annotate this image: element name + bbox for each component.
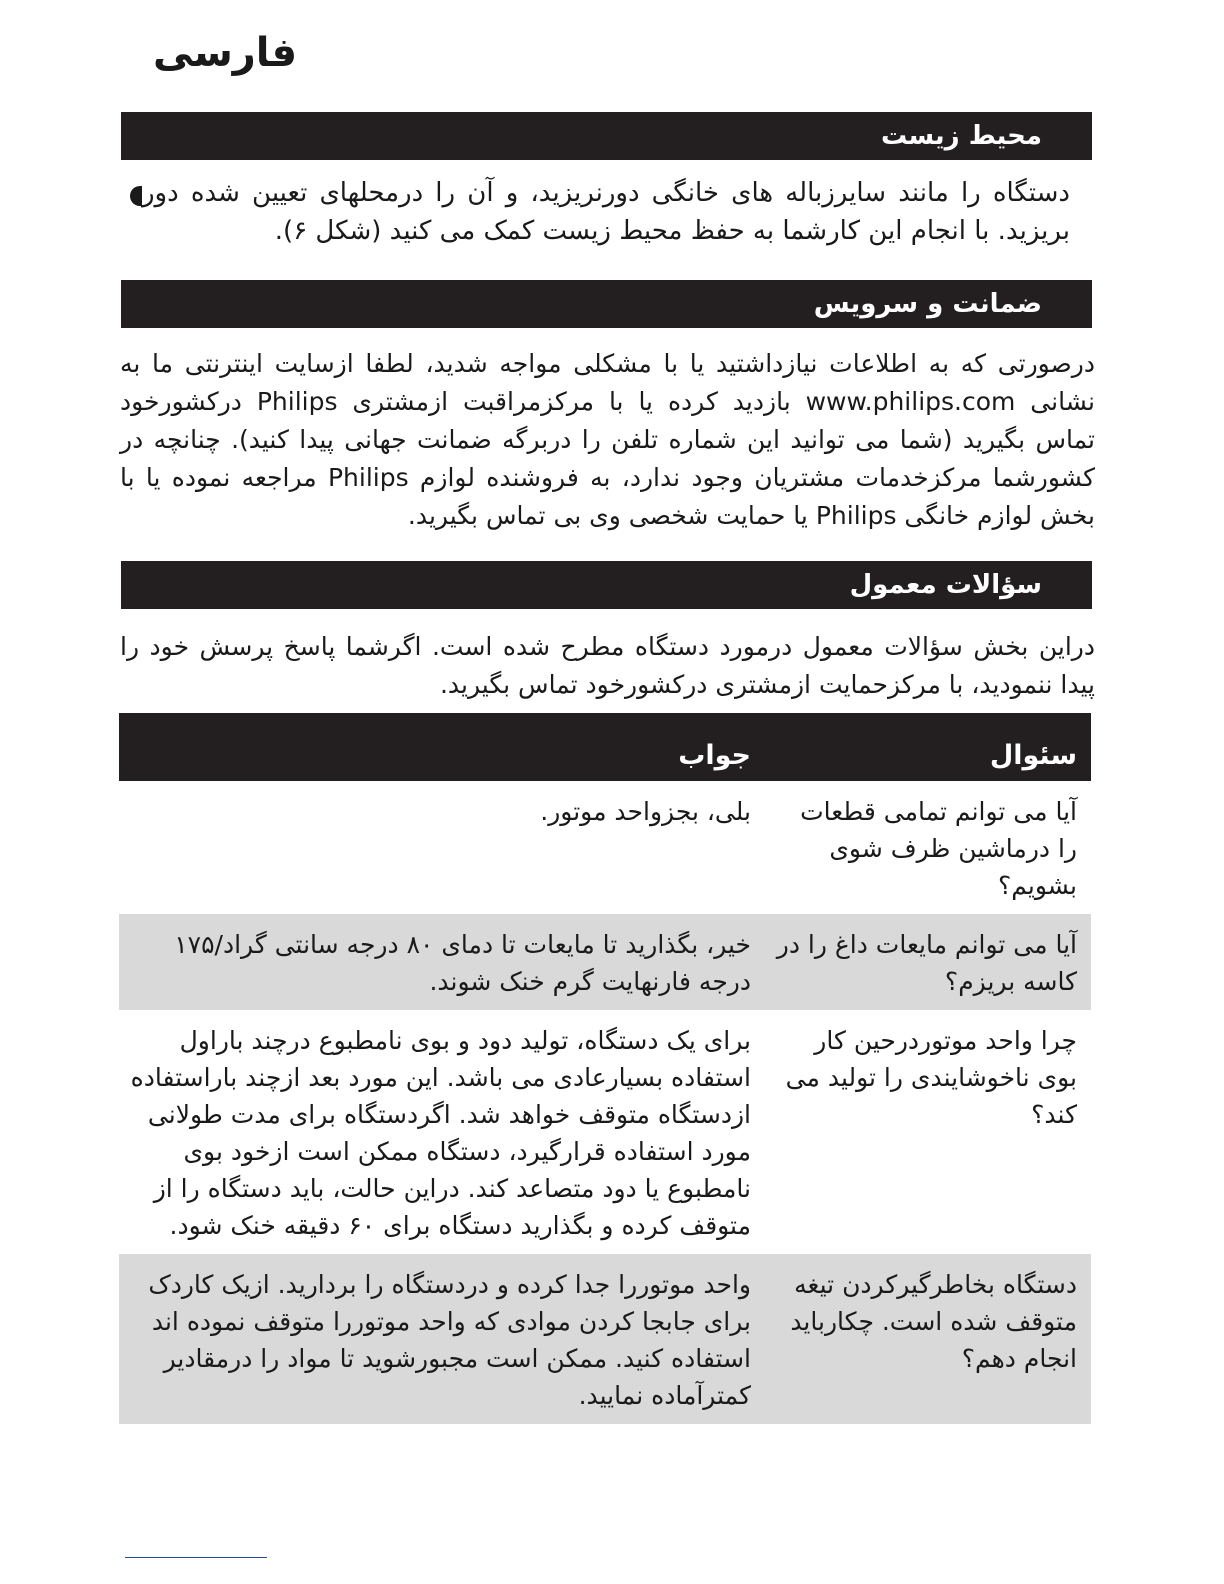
environment-bullet-item [120, 174, 1100, 250]
table-row [119, 914, 1091, 1010]
faq-table [119, 713, 1091, 1424]
faq-question-cell: چرا واحد موتوردرحین کار بوی ناخوشایندی را تولید می کند؟ [785, 1026, 1077, 1129]
faq-heading-text: سؤالات معمول [849, 570, 1042, 600]
faq-column-header-answer: جواب [119, 713, 765, 781]
table-row [119, 1254, 1091, 1424]
page-title: فارسی [152, 30, 298, 76]
environment-bullet-text: دستگاه را مانند سایرزباله های خانگی دورنریزید، و آن را درمحلهای تعیین شده دور بریزید. با انجام این کارشما به حفظ محیط زیست کمک می کنید (شکل ۶). [142, 178, 1070, 246]
faq-column-header-question: سئوال [765, 713, 1091, 781]
faq-question-cell: آیا می توانم مایعات داغ را در کاسه بریزم؟ [765, 914, 1091, 1010]
section-heading-warranty [121, 280, 1092, 328]
faq-answer-cell: بلی، بجزواحد موتور. [540, 797, 751, 826]
faq-table-header-row [119, 713, 1091, 781]
section-heading-environment [121, 112, 1092, 160]
warranty-paragraph: درصورتی که به اطلاعات نیازداشتید یا با مشکلی مواجه شدید، لطفا ازسایت اینترنتی ما به نشانی www.philips.com بازدید کرده یا با مرکزمراقبت ازمشتری Philips درکشورخود تماس بگیرید (شما می توانید این شماره تلفن را دربرگه ضمانت جهانی پیدا کنید). چنانچه در کشورشما مرکزخدمات مشتریان وجود ندارد، به فروشنده لوازم Philips مراجعه نموده یا با بخش لوازم خانگی Philips یا حمایت شخصی وی بی تماس بگیرید. [120, 349, 1096, 530]
warranty-heading-text: ضمانت و سرویس [813, 289, 1042, 319]
faq-question-cell: دستگاه بخاطرگیرکردن تیغه متوقف شده است. چکارباید انجام دهم؟ [765, 1254, 1091, 1424]
footer-divider [125, 1557, 267, 1558]
table-row [119, 1010, 1091, 1254]
section-heading-faq [121, 561, 1092, 609]
faq-answer-cell: خیر، بگذارید تا مایعات تا دمای ۸۰ درجه سانتی گراد/۱۷۵ درجه فارنهایت گرم خنک شوند. [119, 914, 765, 1010]
table-row [119, 781, 1091, 914]
environment-heading-text: محیط زیست [880, 121, 1042, 151]
bullet-icon [130, 186, 142, 206]
faq-answer-cell: برای یک دستگاه، تولید دود و بوی نامطبوع درچند باراول استفاده بسیارعادی می باشد. این مورد بعد ازچند باراستفاده ازدستگاه متوقف خواهد شد. اگردستگاه برای مدت طولانی مورد استفاده قرارگیرد، دستگاه ممکن است ازخود بوی نامطبوع یا دود متصاعد کند. دراین حالت، باید دستگاه را از متوقف کرده و بگذارید دستگاه برای ۶۰ دقیقه خنک شود. [130, 1026, 751, 1240]
faq-answer-cell: واحد موتوررا جدا کرده و دردستگاه را بردارید. ازیک کاردک برای جابجا کردن موادی که واحد موتوررا متوقف نموده اند استفاده کنید. ممکن است مجبورشوید تا مواد را درمقادیر کمترآماده نمایید. [119, 1254, 765, 1424]
faq-intro-paragraph: دراین بخش سؤالات معمول درمورد دستگاه مطرح شده است. اگرشما پاسخ پرسش خود را پیدا ننمودید، با مرکزحمایت ازمشتری درکشورخود تماس بگیرید. [120, 632, 1095, 699]
faq-question-cell: آیا می توانم تمامی قطعات را درماشین ظرف شوی بشویم؟ [800, 797, 1077, 900]
